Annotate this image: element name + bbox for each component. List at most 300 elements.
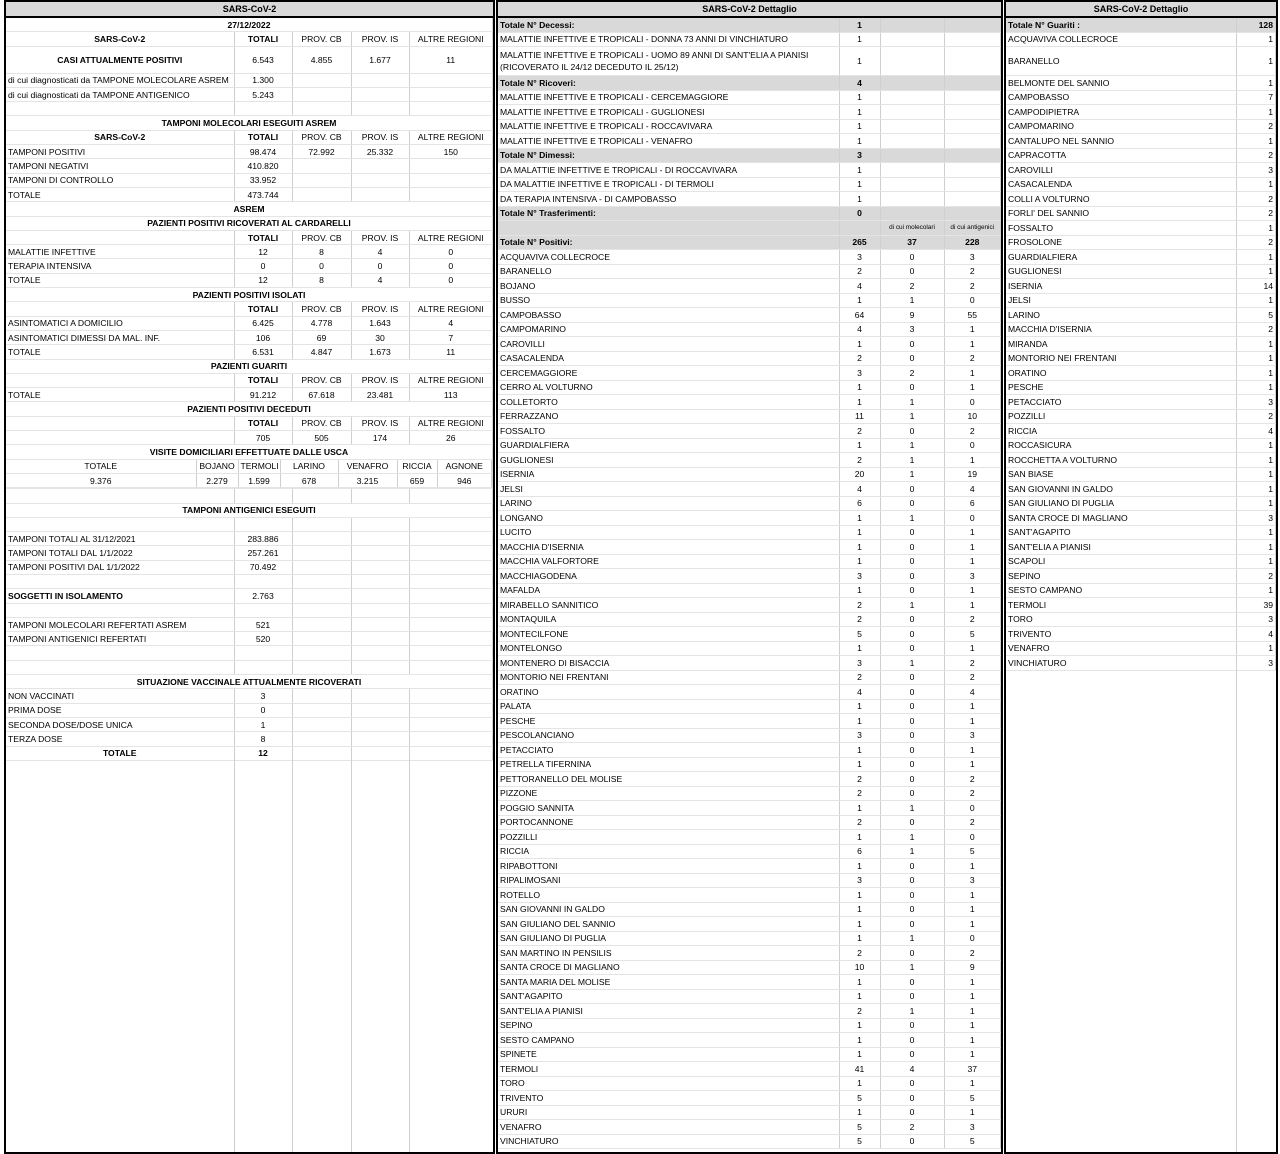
comune-value: 0 (944, 830, 1001, 845)
empty-cell (234, 102, 292, 116)
total-value: 4 (839, 76, 880, 91)
empty-cell (292, 632, 351, 646)
total-label: Totale N° Trasferimenti: (498, 206, 839, 221)
comune-name: ORATINO (498, 685, 839, 700)
empty-cell (351, 617, 409, 631)
comune-value: 4 (1236, 424, 1276, 439)
empty-cell (6, 603, 234, 617)
row-value: 1.643 (351, 316, 409, 330)
section-title: 27/12/2022 (6, 18, 493, 32)
comune-value: 1 (1236, 380, 1276, 395)
comune-name: SANT'AGAPITO (498, 989, 839, 1004)
empty-cell (880, 47, 944, 76)
comune-name: JELSI (1006, 293, 1236, 308)
comune-row (498, 554, 1001, 569)
col-header: TOTALI (234, 302, 292, 316)
empty-cell (234, 517, 292, 531)
row-value: 4.847 (292, 345, 351, 359)
column-header-row (6, 416, 493, 430)
comune-row (1006, 119, 1276, 134)
comune-name: MONTECILFONE (498, 627, 839, 642)
comune-row (498, 366, 1001, 381)
empty-cell (409, 646, 493, 660)
sub-header-row (498, 221, 1001, 236)
empty-cell (880, 206, 944, 221)
comune-row (498, 641, 1001, 656)
comune-name: CAROVILLI (498, 337, 839, 352)
row-value: 6.531 (234, 345, 292, 359)
row-label: TAMPONI ANTIGENICI REFERTATI (6, 632, 234, 646)
empty-cell (234, 489, 292, 503)
comune-value: 10 (944, 409, 1001, 424)
comune-row (1006, 177, 1276, 192)
row-value: 67.618 (292, 388, 351, 402)
comune-value: 1 (944, 598, 1001, 613)
comune-value: 1 (839, 917, 880, 932)
trasferimenti-total-row (498, 206, 1001, 221)
empty-cell (6, 517, 234, 531)
empty-cell (409, 717, 493, 731)
comune-value: 2 (839, 264, 880, 279)
empty-cell (498, 221, 839, 236)
row-label: TAMPONI POSITIVI (6, 145, 234, 159)
empty-cell (351, 560, 409, 574)
comune-value: 4 (1236, 627, 1276, 642)
comune-value: 11 (839, 409, 880, 424)
row-value: 72.992 (292, 145, 351, 159)
col-header: PROV. CB (292, 130, 351, 144)
comune-row (1006, 90, 1276, 105)
row-label: TOTALE (6, 187, 234, 201)
comune-value: 1 (880, 409, 944, 424)
empty-cell (351, 517, 409, 531)
empty-cell (944, 163, 1001, 178)
comune-name: SAN BIASE (1006, 467, 1236, 482)
empty-cell (409, 546, 493, 560)
empty-cell (409, 560, 493, 574)
comune-name: FERRAZZANO (498, 409, 839, 424)
comune-name: PETTORANELLO DEL MOLISE (498, 772, 839, 787)
empty-cell (6, 302, 234, 316)
empty-cell (292, 660, 351, 674)
comune-value: 1 (944, 989, 1001, 1004)
vaccini-row (6, 689, 493, 703)
comune-value: 6 (839, 844, 880, 859)
row-label: MALATTIE INFETTIVE E TROPICALI - GUGLIONESI (498, 105, 839, 120)
empty-cell (409, 732, 493, 746)
comune-name: MONTORIO NEI FRENTANI (498, 670, 839, 685)
comune-name: FOSSALTO (498, 424, 839, 439)
comune-row (498, 1004, 1001, 1019)
comune-name: POZZILLI (1006, 409, 1236, 424)
comune-row (1006, 308, 1276, 323)
visite-col-label: TOTALE (6, 460, 196, 474)
empty-cell (409, 589, 493, 603)
row-value: 4 (351, 245, 409, 259)
col-header: PROV. CB (292, 230, 351, 244)
comune-value: 1 (880, 1004, 944, 1019)
comune-value: 0 (880, 888, 944, 903)
comune-value: 2 (944, 612, 1001, 627)
comune-value: 0 (880, 424, 944, 439)
col-header: TOTALI (234, 416, 292, 430)
section-title: ASREM (6, 202, 493, 216)
comune-value: 1 (944, 714, 1001, 729)
comune-value: 3 (880, 322, 944, 337)
comune-name: MACCHIA D'ISERNIA (1006, 322, 1236, 337)
comune-name: FOSSALTO (1006, 221, 1236, 236)
empty-cell (409, 660, 493, 674)
comune-value: 4 (839, 685, 880, 700)
antigenico-row (6, 87, 493, 101)
comune-row (498, 598, 1001, 613)
comune-row (498, 902, 1001, 917)
row-label: TAMPONI TOTALI AL 31/12/2021 (6, 532, 234, 546)
row-value: 0 (409, 245, 493, 259)
empty-cell (292, 703, 351, 717)
comune-name: RICCIA (498, 844, 839, 859)
comune-row (1006, 409, 1276, 424)
deceduti-row (6, 431, 493, 445)
decesso-row (498, 47, 1001, 76)
total-value: 128 (1236, 18, 1276, 32)
comune-row (1006, 511, 1276, 526)
comune-name: ROCCASICURA (1006, 438, 1236, 453)
isolati-row (6, 345, 493, 359)
comune-value: 1 (1236, 47, 1276, 76)
comune-row (498, 1134, 1001, 1149)
comune-value: 1 (880, 467, 944, 482)
empty-cell (880, 148, 944, 163)
comune-value: 2 (839, 424, 880, 439)
casi-row (6, 46, 493, 73)
comune-name: CANTALUPO NEL SANNIO (1006, 134, 1236, 149)
tamponi-row (6, 173, 493, 187)
row-value: 0 (351, 259, 409, 273)
comune-value: 3 (1236, 395, 1276, 410)
comune-value: 2 (944, 946, 1001, 961)
comune-row (498, 525, 1001, 540)
detail-panel (496, 0, 1003, 1154)
comune-value: 0 (880, 496, 944, 511)
comune-value: 3 (944, 1120, 1001, 1135)
col-header: TOTALI (234, 32, 292, 46)
comune-value: 2 (839, 946, 880, 961)
visite-value: 3.215 (338, 473, 397, 487)
empty-cell (292, 517, 351, 531)
empty-cell (351, 746, 409, 760)
row-label: MALATTIE INFETTIVE (6, 245, 234, 259)
comune-name: SPINETE (498, 1047, 839, 1062)
comune-value: 0 (944, 438, 1001, 453)
row-label: TAMPONI POSITIVI DAL 1/1/2022 (6, 560, 234, 574)
row-value: 1 (839, 90, 880, 105)
row-value: 473.744 (234, 187, 292, 201)
total-label: Totale N° Dimessi: (498, 148, 839, 163)
guariti-header: SARS-CoV-2 Dettaglio (1006, 2, 1276, 18)
comune-value: 0 (880, 540, 944, 555)
comune-value: 1 (944, 1033, 1001, 1048)
comune-value: 2 (1236, 119, 1276, 134)
comune-name: POZZILLI (498, 830, 839, 845)
comune-row (498, 409, 1001, 424)
comune-value: 1 (944, 366, 1001, 381)
empty-cell (351, 73, 409, 87)
comune-value: 4 (944, 685, 1001, 700)
empty-row (6, 517, 493, 531)
referti-row (6, 617, 493, 631)
comune-value: 1 (1236, 32, 1276, 47)
comune-value: 9 (944, 960, 1001, 975)
date-row (6, 18, 493, 32)
guariti-table (1006, 18, 1276, 671)
row-value: 113 (409, 388, 493, 402)
empty-row (6, 603, 493, 617)
comune-row (1006, 351, 1276, 366)
empty-cell (351, 689, 409, 703)
comune-value: 5 (839, 1091, 880, 1106)
row-label: DA TERAPIA INTENSIVA - DI CAMPOBASSO (498, 192, 839, 207)
comune-value: 2 (944, 786, 1001, 801)
decessi-total-row (498, 18, 1001, 32)
comune-row (498, 772, 1001, 787)
row-value: 25.332 (351, 145, 409, 159)
empty-cell (292, 87, 351, 101)
row-value: 70.492 (234, 560, 292, 574)
comune-value: 1 (944, 453, 1001, 468)
comune-value: 2 (944, 264, 1001, 279)
empty-cell (409, 87, 493, 101)
section-title: SITUAZIONE VACCINALE ATTUALMENTE RICOVERATI (6, 675, 493, 689)
comune-value: 5 (839, 627, 880, 642)
comune-name: SAN GIOVANNI IN GALDO (1006, 482, 1236, 497)
comune-name: SANTA MARIA DEL MOLISE (498, 975, 839, 990)
comune-value: 1 (1236, 467, 1276, 482)
comune-name: ROTELLO (498, 888, 839, 903)
comune-row (1006, 279, 1276, 294)
comune-name: GUARDIALFIERA (498, 438, 839, 453)
comune-name: SANT'AGAPITO (1006, 525, 1236, 540)
comune-row (1006, 264, 1276, 279)
empty-cell (409, 746, 493, 760)
comune-row (498, 931, 1001, 946)
row-value: 505 (292, 431, 351, 445)
comune-value: 1 (944, 1004, 1001, 1019)
comune-value: 0 (880, 250, 944, 265)
section-title: PAZIENTI POSITIVI DECEDUTI (6, 402, 493, 416)
comune-row (498, 583, 1001, 598)
comune-value: 19 (944, 467, 1001, 482)
comune-row (498, 917, 1001, 932)
comune-name: BELMONTE DEL SANNIO (1006, 76, 1236, 91)
comune-name: PETACCIATO (1006, 395, 1236, 410)
comune-value: 1 (880, 830, 944, 845)
comune-row (498, 569, 1001, 584)
row-value: 5.243 (234, 87, 292, 101)
comune-value: 1 (880, 801, 944, 816)
comune-value: 1 (839, 641, 880, 656)
comune-row (1006, 105, 1276, 120)
row-value: 0 (292, 259, 351, 273)
comune-value: 1 (839, 293, 880, 308)
molecolare-row (6, 73, 493, 87)
comune-row (1006, 395, 1276, 410)
row-value: 1.673 (351, 345, 409, 359)
comune-row (1006, 134, 1276, 149)
empty-cell (234, 660, 292, 674)
comune-value: 1 (880, 931, 944, 946)
comune-value: 0 (880, 975, 944, 990)
empty-cell (409, 102, 493, 116)
summary-header: SARS-CoV-2 (6, 2, 493, 18)
col-header: ALTRE REGIONI (409, 416, 493, 430)
comune-value: 1 (944, 917, 1001, 932)
row-value (409, 159, 493, 173)
row-value: 11 (409, 345, 493, 359)
row-value: 1 (839, 177, 880, 192)
comune-name: SEPINO (498, 1018, 839, 1033)
comune-value: 0 (880, 685, 944, 700)
comune-value: 3 (944, 873, 1001, 888)
comune-row (498, 989, 1001, 1004)
comune-value: 1 (944, 859, 1001, 874)
comune-name: MACCHIA D'ISERNIA (498, 540, 839, 555)
comune-row (498, 337, 1001, 352)
comune-value: 0 (880, 1047, 944, 1062)
section-title: PAZIENTI POSITIVI RICOVERATI AL CARDARELLI (6, 216, 493, 230)
comune-value: 5 (839, 1120, 880, 1135)
comune-name: TRIVENTO (1006, 627, 1236, 642)
comune-value: 1 (839, 525, 880, 540)
total-value: 1 (839, 18, 880, 32)
empty-cell (880, 105, 944, 120)
row-value: 1 (839, 119, 880, 134)
comune-row (1006, 467, 1276, 482)
row-value (409, 173, 493, 187)
comune-row (1006, 598, 1276, 613)
comune-value: 1 (1236, 554, 1276, 569)
comune-value: 1 (839, 583, 880, 598)
comune-value: 1 (944, 337, 1001, 352)
row-value: 3 (234, 689, 292, 703)
comune-value: 0 (880, 583, 944, 598)
comune-row (1006, 76, 1276, 91)
comune-value: 1 (1236, 496, 1276, 511)
comune-row (1006, 583, 1276, 598)
row-label: ASINTOMATICI A DOMICILIO (6, 316, 234, 330)
comune-value: 2 (944, 656, 1001, 671)
comune-value: 0 (880, 554, 944, 569)
row-label: SECONDA DOSE/DOSE UNICA (6, 717, 234, 731)
comune-row (498, 873, 1001, 888)
empty-cell (6, 416, 234, 430)
comune-name: SESTO CAMPANO (498, 1033, 839, 1048)
empty-cell (409, 574, 493, 588)
comune-row (498, 960, 1001, 975)
comune-value: 0 (880, 815, 944, 830)
comune-name: TORO (1006, 612, 1236, 627)
dimessi-total-row (498, 148, 1001, 163)
col-header: TOTALI (234, 230, 292, 244)
empty-cell (880, 18, 944, 32)
comune-value: 1 (839, 902, 880, 917)
comune-value: 2 (839, 786, 880, 801)
comune-name: SANTA CROCE DI MAGLIANO (1006, 511, 1236, 526)
comune-value: 1 (839, 714, 880, 729)
comune-value: 2 (839, 815, 880, 830)
total-label: Totale N° Positivi: (498, 235, 839, 250)
comune-value: 2 (839, 1004, 880, 1019)
comune-value: 1 (944, 975, 1001, 990)
comune-value: 0 (880, 627, 944, 642)
comune-value: 2 (944, 670, 1001, 685)
comune-name: GUARDIALFIERA (1006, 250, 1236, 265)
comune-value: 1 (839, 438, 880, 453)
comune-value: 0 (880, 380, 944, 395)
comune-value: 3 (839, 728, 880, 743)
comune-name: MONTENERO DI BISACCIA (498, 656, 839, 671)
visite-col-label: BOJANO (196, 460, 238, 474)
comune-row (498, 844, 1001, 859)
empty-cell (351, 87, 409, 101)
comune-name: FORLI' DEL SANNIO (1006, 206, 1236, 221)
empty-cell (6, 102, 234, 116)
comune-value: 1 (944, 322, 1001, 337)
isolamento-row (6, 589, 493, 603)
comune-name: GUGLIONESI (1006, 264, 1236, 279)
comune-name: CASACALENDA (498, 351, 839, 366)
comune-row (498, 1047, 1001, 1062)
empty-cell (292, 617, 351, 631)
decesso-row (498, 32, 1001, 47)
empty-cell (351, 532, 409, 546)
comune-name: SCAPOLI (1006, 554, 1236, 569)
empty-row (6, 489, 493, 503)
antigenici-row (6, 560, 493, 574)
comune-name: VINCHIATURO (498, 1134, 839, 1149)
empty-cell (6, 373, 234, 387)
comune-value: 1 (839, 757, 880, 772)
total-value: 37 (880, 235, 944, 250)
comune-name: SESTO CAMPANO (1006, 583, 1236, 598)
comune-value: 1 (944, 699, 1001, 714)
col-header: PROV. IS (351, 32, 409, 46)
comune-value: 2 (944, 351, 1001, 366)
row-label: di cui diagnosticati da TAMPONE MOLECOLARE ASREM (6, 73, 234, 87)
comune-row (498, 1076, 1001, 1091)
antigenici-row (6, 532, 493, 546)
comune-value: 5 (839, 1134, 880, 1149)
comune-row (1006, 453, 1276, 468)
comune-name: COLLETORTO (498, 395, 839, 410)
comune-row (498, 685, 1001, 700)
ricovero-row (498, 90, 1001, 105)
empty-cell (944, 18, 1001, 32)
row-value: 23.481 (351, 388, 409, 402)
visite-col-label: LARINO (280, 460, 338, 474)
comune-name: VINCHIATURO (1006, 656, 1236, 671)
comune-row (1006, 438, 1276, 453)
row-label: MALATTIE INFETTIVE E TROPICALI - ROCCAVIVARA (498, 119, 839, 134)
comune-row (498, 859, 1001, 874)
row-value: 4 (351, 273, 409, 287)
comune-name: PIZZONE (498, 786, 839, 801)
comune-name: COLLI A VOLTURNO (1006, 192, 1236, 207)
comune-value: 2 (880, 366, 944, 381)
comune-row (1006, 221, 1276, 236)
row-label: di cui diagnosticati da TAMPONE ANTIGENICO (6, 87, 234, 101)
empty-cell (351, 703, 409, 717)
